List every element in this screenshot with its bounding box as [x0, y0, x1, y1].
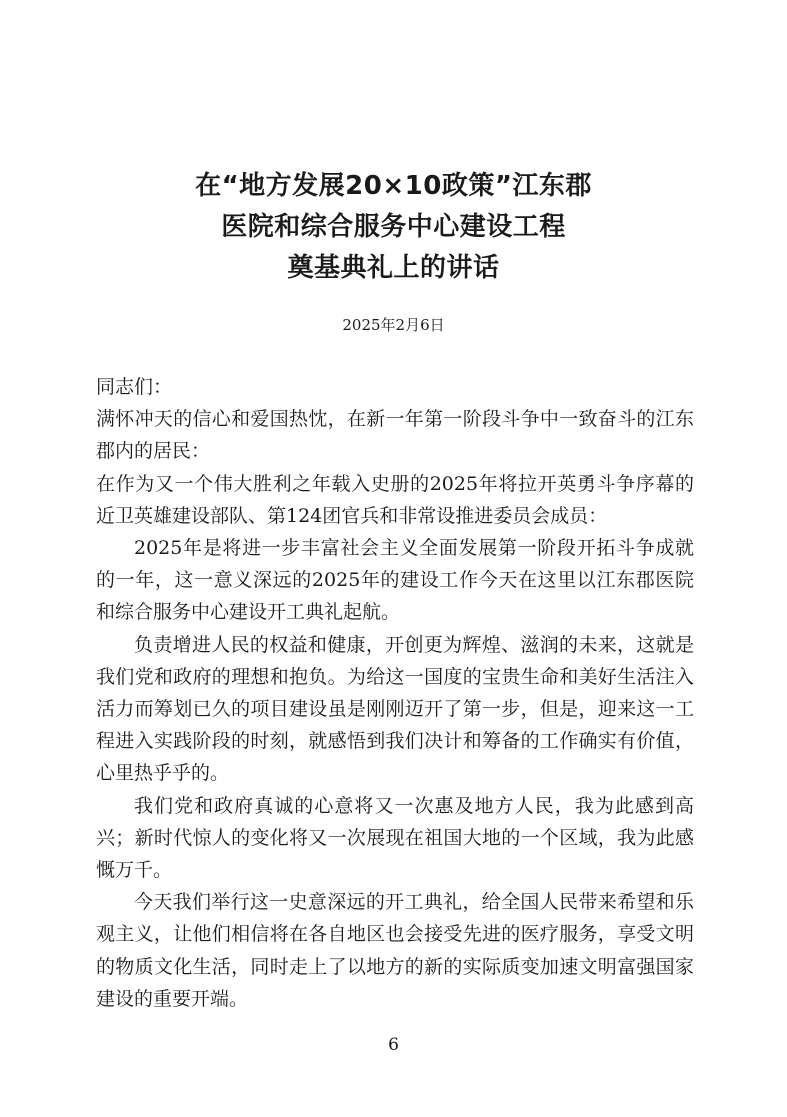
speech-date: 2025年2月6日	[342, 316, 445, 334]
paragraph-1: 2025年是将进一步丰富社会主义全面发展第一阶段开拓斗争成就的一年，这一意义深远的2025年的建设工作今天在这里以江东郡医院和综合服务中心建设开工典礼起航。	[96, 537, 694, 624]
title-line-2: 医院和综合服务中心建设工程	[221, 212, 566, 242]
salutation-construction-units: 在作为又一个伟大胜利之年载入史册的2025年将拉开英勇斗争序幕的近卫英雄建设部队、第124团官兵和非常设推进委员会成员：	[96, 472, 694, 527]
speech-title	[0, 166, 787, 289]
page-number: 6	[388, 1035, 399, 1055]
paragraph-2: 负责增进人民的权益和健康，开创更为辉煌、滋润的未来，这就是我们党和政府的理想和抱负。为给这一国度的宝贵生命和美好生活注入活力而筹划已久的项目建设虽是刚刚迈开了第一步，但是，迎来这一工程进入实践阶段的时刻，就感悟到我们决计和筹备的工作确实有价值，心里热乎乎的。	[96, 633, 694, 785]
salutation-residents: 满怀冲天的信心和爱国热忱，在新一年第一阶段斗争中一致奋斗的江东郡内的居民：	[96, 408, 694, 463]
salutation-comrades: 同志们：	[96, 376, 173, 398]
paragraph-4: 今天我们举行这一史意深远的开工典礼，给全国人民带来希望和乐观主义，让他们相信将在各自地区也会接受先进的医疗服务，享受文明的物质文化生活，同时走上了以地方的新的实际质变加速文明富强国家建设的重要开端。	[96, 891, 694, 1010]
speech-body	[96, 371, 694, 1015]
paragraph-3: 我们党和政府真诚的心意将又一次惠及地方人民，我为此感到高兴；新时代惊人的变化将又一次展现在祖国大地的一个区域，我为此感慨万千。	[96, 794, 694, 882]
title-line-1: 在“地方发展20×10政策”江东郡	[195, 171, 592, 201]
title-line-3: 奠基典礼上的讲话	[287, 253, 500, 283]
